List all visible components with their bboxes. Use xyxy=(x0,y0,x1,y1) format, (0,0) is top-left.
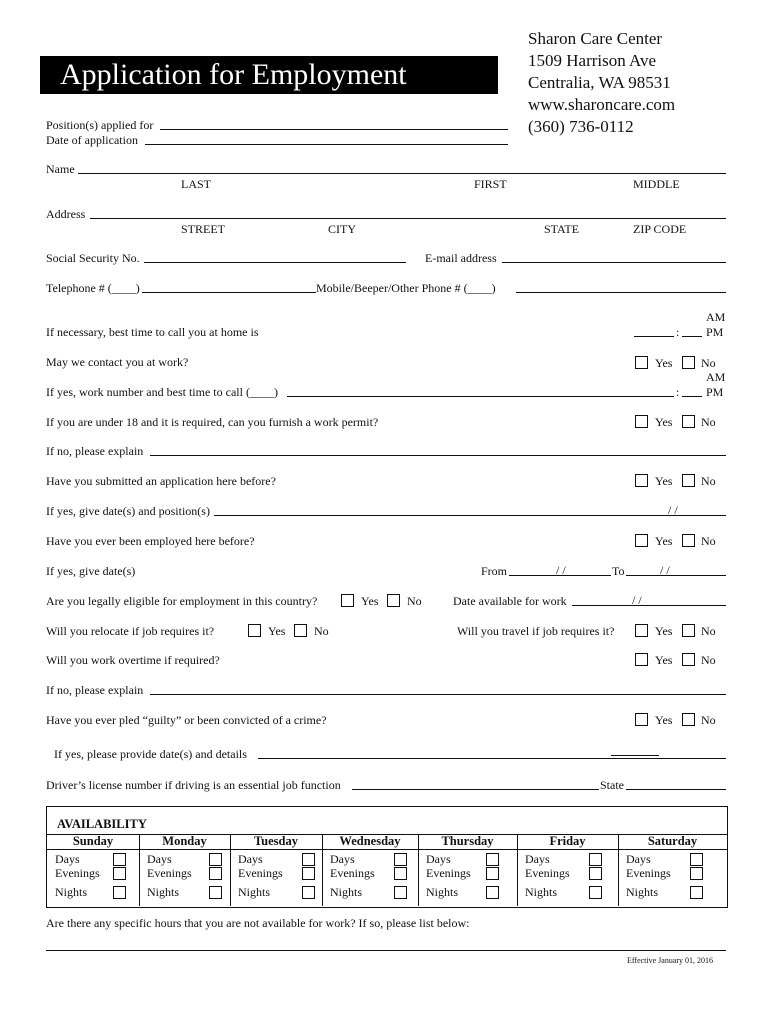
address-label: Address xyxy=(46,207,86,221)
no-label: No xyxy=(701,415,716,429)
day-header: Tuesday xyxy=(253,834,298,848)
work-time-minute-field[interactable] xyxy=(682,396,702,397)
slot-label-days: Days xyxy=(525,852,550,866)
slot-label-nights: Nights xyxy=(238,885,271,899)
yes-label: Yes xyxy=(361,594,379,608)
day-header: Monday xyxy=(162,834,207,848)
eligible-no-checkbox[interactable] xyxy=(387,594,400,607)
availability-day-wednesday xyxy=(322,834,418,906)
details-short-line xyxy=(611,755,659,756)
name-label: Name xyxy=(46,162,75,176)
relocate-yes-checkbox[interactable] xyxy=(248,624,261,637)
date-slashes-1: / / xyxy=(668,503,678,517)
availability-table xyxy=(46,806,728,908)
no-label: No xyxy=(701,356,716,370)
slot-label-days: Days xyxy=(55,852,80,866)
submitted-no-checkbox[interactable] xyxy=(682,474,695,487)
friday-nights-checkbox[interactable] xyxy=(589,886,602,899)
slot-label-days: Days xyxy=(238,852,263,866)
eligible-label: Are you legally eligible for employment in this country? xyxy=(46,594,318,608)
slot-label-nights: Nights xyxy=(330,885,363,899)
slot-label-evenings: Evenings xyxy=(626,866,671,880)
monday-nights-checkbox[interactable] xyxy=(209,886,222,899)
wednesday-nights-checkbox[interactable] xyxy=(394,886,407,899)
title-banner xyxy=(40,56,498,94)
contact-work-label: May we contact you at work? xyxy=(46,355,189,369)
license-field[interactable] xyxy=(352,789,599,790)
colon-2: : xyxy=(676,385,680,399)
overtime-yes-checkbox[interactable] xyxy=(635,653,648,666)
day-header: Sunday xyxy=(72,834,114,848)
slot-label-days: Days xyxy=(426,852,451,866)
license-state-label: State xyxy=(600,778,624,792)
no-label: No xyxy=(314,624,329,638)
contact-work-no-checkbox[interactable] xyxy=(682,356,695,369)
travel-yes-checkbox[interactable] xyxy=(635,624,648,637)
employed-yes-checkbox[interactable] xyxy=(635,534,648,547)
monday-days-checkbox[interactable] xyxy=(209,853,222,866)
company-phone: (360) 736-0112 xyxy=(528,117,634,136)
date-slashes-to: / / xyxy=(660,563,670,577)
mobile-field[interactable] xyxy=(516,292,726,293)
details-field[interactable] xyxy=(258,758,726,759)
under18-label: If you are under 18 and it is required, can you furnish a work permit? xyxy=(46,415,379,429)
availability-day-friday xyxy=(517,834,618,906)
availability-day-tuesday xyxy=(230,834,322,906)
friday-evenings-checkbox[interactable] xyxy=(589,867,602,880)
explain2-label: If no, please explain xyxy=(46,683,144,697)
no-label: No xyxy=(701,653,716,667)
email-label: E-mail address xyxy=(425,251,497,265)
license-label: Driver’s license number if driving is an essential job function xyxy=(46,778,341,792)
availability-day-thursday xyxy=(418,834,517,906)
street-caption: STREET xyxy=(181,222,225,236)
am-label-1: AM xyxy=(706,310,726,324)
yes-label: Yes xyxy=(655,356,673,370)
give-dates-label: If yes, give date(s) xyxy=(46,564,136,578)
submitted-label: Have you submitted an application here before? xyxy=(46,474,276,488)
positions-field[interactable] xyxy=(160,129,508,130)
friday-days-checkbox[interactable] xyxy=(589,853,602,866)
last-caption: LAST xyxy=(181,177,211,191)
email-field[interactable] xyxy=(502,262,726,263)
relocate-label: Will you relocate if job requires it? xyxy=(46,624,215,638)
sunday-days-checkbox[interactable] xyxy=(113,853,126,866)
date-available-label: Date available for work xyxy=(453,594,567,608)
availability-heading: AVAILABILITY xyxy=(57,817,147,831)
employed-no-checkbox[interactable] xyxy=(682,534,695,547)
slot-label-nights: Nights xyxy=(147,885,180,899)
work-permit-no-checkbox[interactable] xyxy=(682,415,695,428)
no-label: No xyxy=(407,594,422,608)
thursday-days-checkbox[interactable] xyxy=(486,853,499,866)
day-header: Saturday xyxy=(647,834,698,848)
company-info xyxy=(528,28,675,138)
slot-label-nights: Nights xyxy=(426,885,459,899)
day-header: Friday xyxy=(549,834,586,848)
guilty-yes-checkbox[interactable] xyxy=(635,713,648,726)
wednesday-days-checkbox[interactable] xyxy=(394,853,407,866)
tuesday-days-checkbox[interactable] xyxy=(302,853,315,866)
day-header: Thursday xyxy=(441,834,494,848)
no-label: No xyxy=(701,713,716,727)
tuesday-nights-checkbox[interactable] xyxy=(302,886,315,899)
yes-label: Yes xyxy=(655,534,673,548)
slot-label-days: Days xyxy=(626,852,651,866)
date-app-field[interactable] xyxy=(145,144,508,145)
name-field[interactable] xyxy=(78,173,726,174)
telephone-field[interactable] xyxy=(142,292,316,293)
slot-label-nights: Nights xyxy=(55,885,88,899)
from-label: From xyxy=(481,564,508,578)
travel-label: Will you travel if job requires it? xyxy=(457,624,615,638)
to-label: To xyxy=(612,564,625,578)
day-header: Wednesday xyxy=(339,834,401,848)
date-available-field[interactable] xyxy=(572,605,726,606)
overtime-no-checkbox[interactable] xyxy=(682,653,695,666)
saturday-days-checkbox[interactable] xyxy=(690,853,703,866)
work-number-label: If yes, work number and best time to call (____) xyxy=(46,385,278,399)
sunday-evenings-checkbox[interactable] xyxy=(113,867,126,880)
pm-label-2: PM xyxy=(706,385,724,399)
slot-label-evenings: Evenings xyxy=(55,866,100,880)
effective-date: Effective January 01, 2016 xyxy=(627,956,714,965)
saturday-nights-checkbox[interactable] xyxy=(690,886,703,899)
slot-label-evenings: Evenings xyxy=(525,866,570,880)
details-label: If yes, please provide date(s) and details xyxy=(54,747,247,761)
monday-evenings-checkbox[interactable] xyxy=(209,867,222,880)
saturday-evenings-checkbox[interactable] xyxy=(690,867,703,880)
submitted-yes-checkbox[interactable] xyxy=(635,474,648,487)
slot-label-days: Days xyxy=(147,852,172,866)
eligible-yes-checkbox[interactable] xyxy=(341,594,354,607)
guilty-label: Have you ever pled “guilty” or been convicted of a crime? xyxy=(46,713,327,727)
work-number-field[interactable] xyxy=(287,396,674,397)
slot-label-evenings: Evenings xyxy=(238,866,283,880)
slot-label-evenings: Evenings xyxy=(330,866,375,880)
date-app-label: Date of application xyxy=(46,133,138,147)
mobile-label: Mobile/Beeper/Other Phone # (____) xyxy=(316,281,496,295)
wednesday-evenings-checkbox[interactable] xyxy=(394,867,407,880)
city-caption: CITY xyxy=(328,222,356,236)
availability-day-saturday xyxy=(618,834,727,906)
telephone-label: Telephone # (____) xyxy=(46,281,140,295)
dates-positions-label: If yes, give date(s) and position(s) xyxy=(46,504,210,518)
availability-day-monday xyxy=(139,834,230,906)
zip-caption: ZIP CODE xyxy=(633,222,687,236)
no-label: No xyxy=(701,534,716,548)
hours-field[interactable] xyxy=(46,950,726,951)
yes-label: Yes xyxy=(655,713,673,727)
company-name: Sharon Care Center xyxy=(528,29,663,48)
ssn-field[interactable] xyxy=(144,262,406,263)
explain-label: If no, please explain xyxy=(46,444,144,458)
yes-label: Yes xyxy=(268,624,286,638)
thursday-evenings-checkbox[interactable] xyxy=(486,867,499,880)
slot-label-evenings: Evenings xyxy=(147,866,192,880)
middle-caption: MIDDLE xyxy=(633,177,680,191)
sunday-nights-checkbox[interactable] xyxy=(113,886,126,899)
best-time-minute-field[interactable] xyxy=(682,336,702,337)
best-time-hour-field[interactable] xyxy=(634,336,674,337)
dates-positions-field[interactable] xyxy=(214,515,726,516)
contact-work-yes-checkbox[interactable] xyxy=(635,356,648,369)
date-slashes-from: / / xyxy=(556,563,566,577)
yes-label: Yes xyxy=(655,474,673,488)
travel-no-checkbox[interactable] xyxy=(682,624,695,637)
best-time-label: If necessary, best time to call you at home is xyxy=(46,325,259,339)
slot-label-evenings: Evenings xyxy=(426,866,471,880)
slot-label-nights: Nights xyxy=(525,885,558,899)
am-label-2: AM xyxy=(706,370,726,384)
company-street: 1509 Harrison Ave xyxy=(528,51,657,70)
thursday-nights-checkbox[interactable] xyxy=(486,886,499,899)
state-caption: STATE xyxy=(544,222,580,236)
ssn-label: Social Security No. xyxy=(46,251,140,265)
colon-1: : xyxy=(676,325,680,339)
slot-label-nights: Nights xyxy=(626,885,659,899)
yes-label: Yes xyxy=(655,653,673,667)
pm-label-1: PM xyxy=(706,325,724,339)
no-label: No xyxy=(701,624,716,638)
first-caption: FIRST xyxy=(474,177,507,191)
company-website: www.sharoncare.com xyxy=(528,95,676,114)
explain2-field[interactable] xyxy=(150,694,726,695)
date-slashes-available: / / xyxy=(632,593,642,607)
yes-label: Yes xyxy=(655,415,673,429)
work-permit-yes-checkbox[interactable] xyxy=(635,415,648,428)
to-date-field[interactable] xyxy=(626,575,726,576)
positions-label: Position(s) applied for xyxy=(46,118,154,132)
hours-label: Are there any specific hours that you are not available for work? If so, please list below: xyxy=(46,916,470,930)
yes-label: Yes xyxy=(655,624,673,638)
relocate-no-checkbox[interactable] xyxy=(294,624,307,637)
address-field[interactable] xyxy=(90,218,726,219)
tuesday-evenings-checkbox[interactable] xyxy=(302,867,315,880)
slot-label-days: Days xyxy=(330,852,355,866)
overtime-label: Will you work overtime if required? xyxy=(46,653,220,667)
guilty-no-checkbox[interactable] xyxy=(682,713,695,726)
availability-day-sunday xyxy=(47,834,139,906)
license-state-field[interactable] xyxy=(626,789,726,790)
explain-field[interactable] xyxy=(150,455,726,456)
no-label: No xyxy=(701,474,716,488)
company-city: Centralia, WA 98531 xyxy=(528,73,671,92)
form-title: Application for Employment xyxy=(60,58,407,91)
employed-label: Have you ever been employed here before? xyxy=(46,534,255,548)
